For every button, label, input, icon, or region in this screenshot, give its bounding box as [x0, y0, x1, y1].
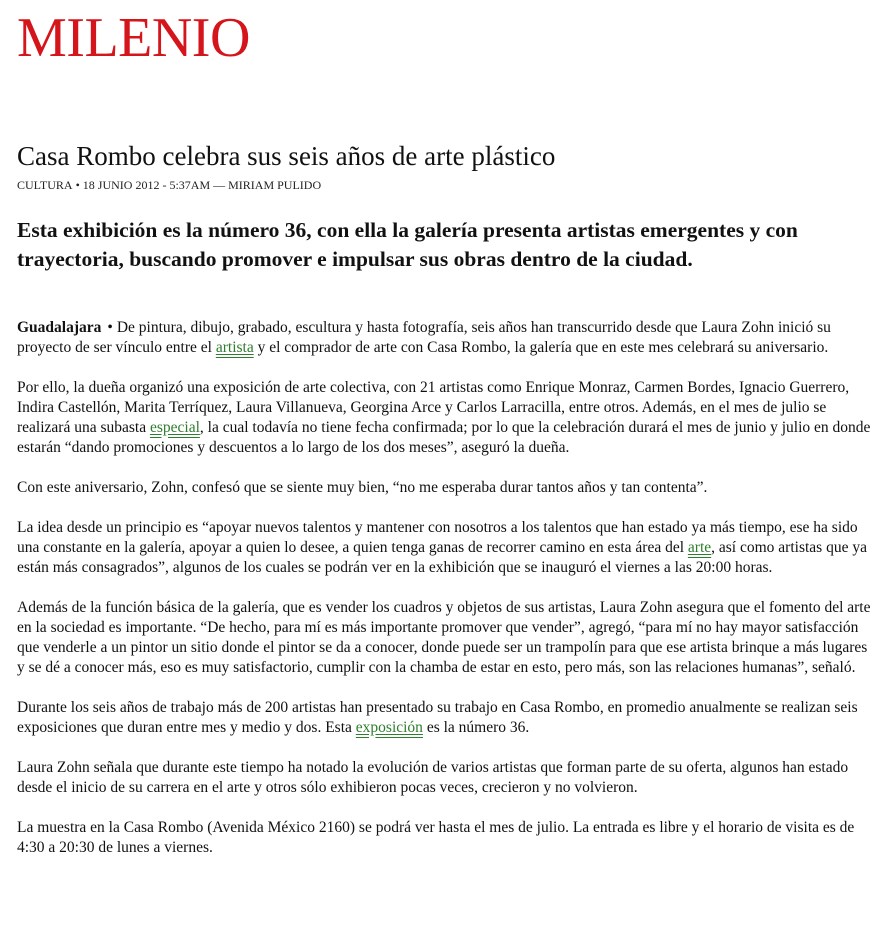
- article-summary: Esta exhibición es la número 36, con ella la galería presenta artistas emergentes y con trayectoria, buscando promover e impulsar sus obras dentro de la ciudad.: [17, 218, 798, 271]
- article-body: [17, 318, 875, 878]
- paragraph-1: [17, 318, 875, 358]
- author-name: MIRIAM PULIDO: [228, 178, 322, 192]
- paragraph-5: Además de la función básica de la galería, que es vender los cuadros y objetos de sus artistas, Laura Zohn asegura que el fomento del arte en la sociedad es importante. “De hecho, para mí es más importante promover que vender”, agregó, “para mí no hay mayor satisfacción que venderle a un pintor un sitio donde el pintor se da a conocer, donde puede ser un trampolín para que ese artista brinque a más lugares y se dé a conocer más, eso es muy satisfactorio, cumplir con la chamba de estar en esto, pero más, son las relaciones humanas”, señaló.: [17, 599, 871, 676]
- paragraph-3: Con este aniversario, Zohn, confesó que se siente muy bien, “no me esperaba durar tantos años y tan contenta”.: [17, 479, 708, 496]
- paragraph-8: La muestra en la Casa Rombo (Avenida México 2160) se podrá ver hasta el mes de julio. La entrada es libre y el horario de visita es de 4:30 a 20:30 de lunes a viernes.: [17, 819, 855, 856]
- byline-separator: •: [75, 178, 80, 192]
- milenio-logo[interactable]: MILENIO: [17, 7, 250, 69]
- paragraph-4-text-b: , así como artistas que ya están más consagrados”, algunos de los cuales se podrán ver en la exhibición que se inauguró el viernes a las 20:00 horas.: [17, 539, 867, 576]
- keyword-link-artista[interactable]: artista: [215, 339, 254, 356]
- byline-dash: —: [213, 178, 226, 192]
- keyword-link-exposicion[interactable]: exposición: [355, 719, 423, 736]
- paragraph-4: [17, 518, 875, 578]
- paragraph-6: [17, 698, 875, 738]
- section-label[interactable]: CULTURA: [17, 178, 73, 192]
- publish-date: 18 JUNIO 2012 - 5:37AM: [82, 178, 211, 192]
- keyword-link-especial[interactable]: especial: [149, 419, 200, 436]
- keyword-link-arte[interactable]: arte: [687, 539, 712, 556]
- article-byline: [17, 177, 321, 193]
- paragraph-1-text-a: De pintura, dibujo, grabado, escultura y hasta fotografía, seis años han transcurrido desde que Laura Zohn inició su proyecto de ser vínculo entre el: [17, 319, 831, 356]
- dateline: Guadalajara: [17, 319, 102, 336]
- paragraph-1-text-b: y el comprador de arte con Casa Rombo, la galería que en este mes celebrará su aniversario.: [257, 339, 829, 356]
- paragraph-7: Laura Zohn señala que durante este tiempo ha notado la evolución de varios artistas que forman parte de su oferta, algunos han estado desde el inicio de su carrera en el arte y otros sólo exhibieron pocas veces, crecieron y no volvieron.: [17, 759, 849, 796]
- paragraph-2: [17, 378, 875, 458]
- paragraph-2-text-a: Por ello, la dueña organizó una exposición de arte colectiva, con 21 artistas como Enrique Monraz, Carmen Bordes, Ignacio Guerrero, Indira Castellón, Marita Terríquez, Laura Villanueva, Georgina Arce y Carlos Larracilla, entre otros. Además, en el mes de julio se realizará una subasta: [17, 379, 850, 436]
- paragraph-4-text-a: La idea desde un principio es “apoyar nuevos talentos y mantener con nosotros a los talentos que han estado ya más tiempo, ese ha sido una constante en la galería, apoyar a quien lo desee, a quien tenga ganas de recorrer camino en esta área del: [17, 519, 858, 556]
- paragraph-6-text-b: es la número 36.: [426, 719, 530, 736]
- paragraph-2-text-b: , la cual todavía no tiene fecha confirmada; por lo que la celebración durará el mes de junio y julio en donde estarán “dando promociones y descuentos a lo largo de los dos meses”, aseguró la dueña.: [17, 419, 871, 456]
- paragraph-6-text-a: Durante los seis años de trabajo más de 200 artistas han presentado su trabajo en Casa Rombo, en promedio anualmente se realizan seis exposiciones que duran entre mes y medio y dos. Esta: [17, 699, 858, 736]
- article-headline: Casa Rombo celebra sus seis años de arte plástico: [17, 141, 556, 171]
- dateline-bullet: •: [107, 319, 113, 336]
